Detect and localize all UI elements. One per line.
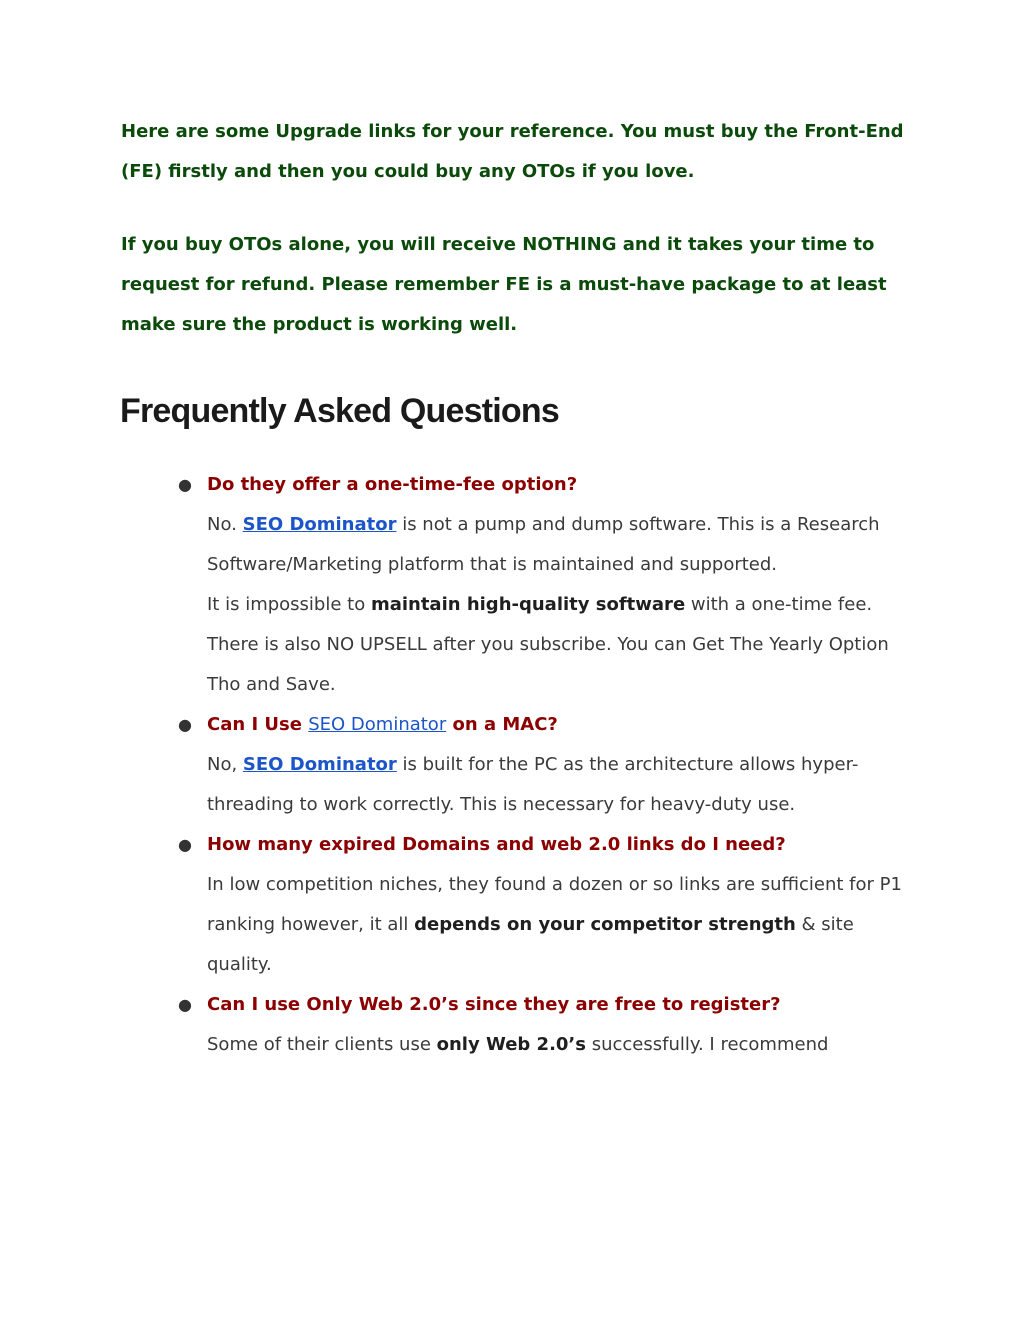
question-text: Can I Use: [207, 714, 309, 735]
answer-text: is built for the PC as the architecture allows hyper-threading to work correctly. This is necessary for heavy-duty use.: [207, 754, 859, 815]
bullet-icon: ●: [178, 995, 192, 1014]
answer-text: Some of their clients use: [207, 1034, 437, 1055]
answer-emphasis: maintain high-quality software: [370, 594, 686, 615]
faq-item-web20: [0, 985, 907, 1065]
faq-item-expired-domains: [0, 825, 907, 985]
answer-text: No.: [207, 514, 243, 535]
faq-heading: Frequently Asked Questions: [120, 392, 559, 430]
faq-answer: [207, 585, 907, 705]
answer-text: with a one-time fee. There is also NO UPSELL after you subscribe. You can Get The Yearly Option Tho and Save.: [207, 594, 889, 695]
upgrade-links-notice: Here are some Upgrade links for your reference. You must buy the Front-End (FE) firstly and then you could buy any OTOs if you love.: [121, 121, 904, 182]
bullet-icon: ●: [178, 475, 192, 494]
seo-dominator-link[interactable]: SEO Dominator: [308, 714, 447, 735]
answer-text: No,: [207, 754, 243, 775]
faq-answer: [207, 745, 907, 825]
answer-text: In low competition niches, they found a dozen or so links are sufficient for P1 ranking however, it all: [207, 874, 902, 935]
faq-question: [207, 705, 907, 745]
seo-dominator-link[interactable]: SEO Dominator: [242, 514, 397, 535]
faq-question: How many expired Domains and web 2.0 links do I need?: [207, 834, 786, 855]
answer-text: It is impossible to: [207, 594, 371, 615]
answer-text: & site quality.: [207, 914, 854, 975]
faq-question: Do they offer a one-time-fee option?: [207, 474, 578, 495]
faq-item-one-time-fee: [0, 465, 907, 705]
faq-answer: [207, 1025, 907, 1065]
bullet-icon: ●: [178, 835, 192, 854]
faq-question: Can I use Only Web 2.0’s since they are free to register?: [207, 994, 781, 1015]
answer-emphasis: depends on your competitor strength: [414, 914, 796, 935]
seo-dominator-link[interactable]: SEO Dominator: [242, 754, 397, 775]
bullet-icon: ●: [178, 715, 192, 734]
faq-answer: [207, 865, 907, 985]
answer-emphasis: only Web 2.0’s: [436, 1034, 586, 1055]
answer-text: is not a pump and dump software. This is a Research Software/Marketing platform that is maintained and supported.: [207, 514, 880, 575]
otos-warning-notice: If you buy OTOs alone, you will receive NOTHING and it takes your time to request for refund. Please remember FE is a must-have package to at least make sure the product is working well.: [121, 234, 887, 335]
faq-item-mac: [0, 705, 907, 825]
question-text: on a MAC?: [446, 714, 558, 735]
faq-list: [0, 465, 1024, 1065]
faq-answer: [207, 505, 907, 585]
answer-text: successfully. I recommend: [586, 1034, 829, 1055]
